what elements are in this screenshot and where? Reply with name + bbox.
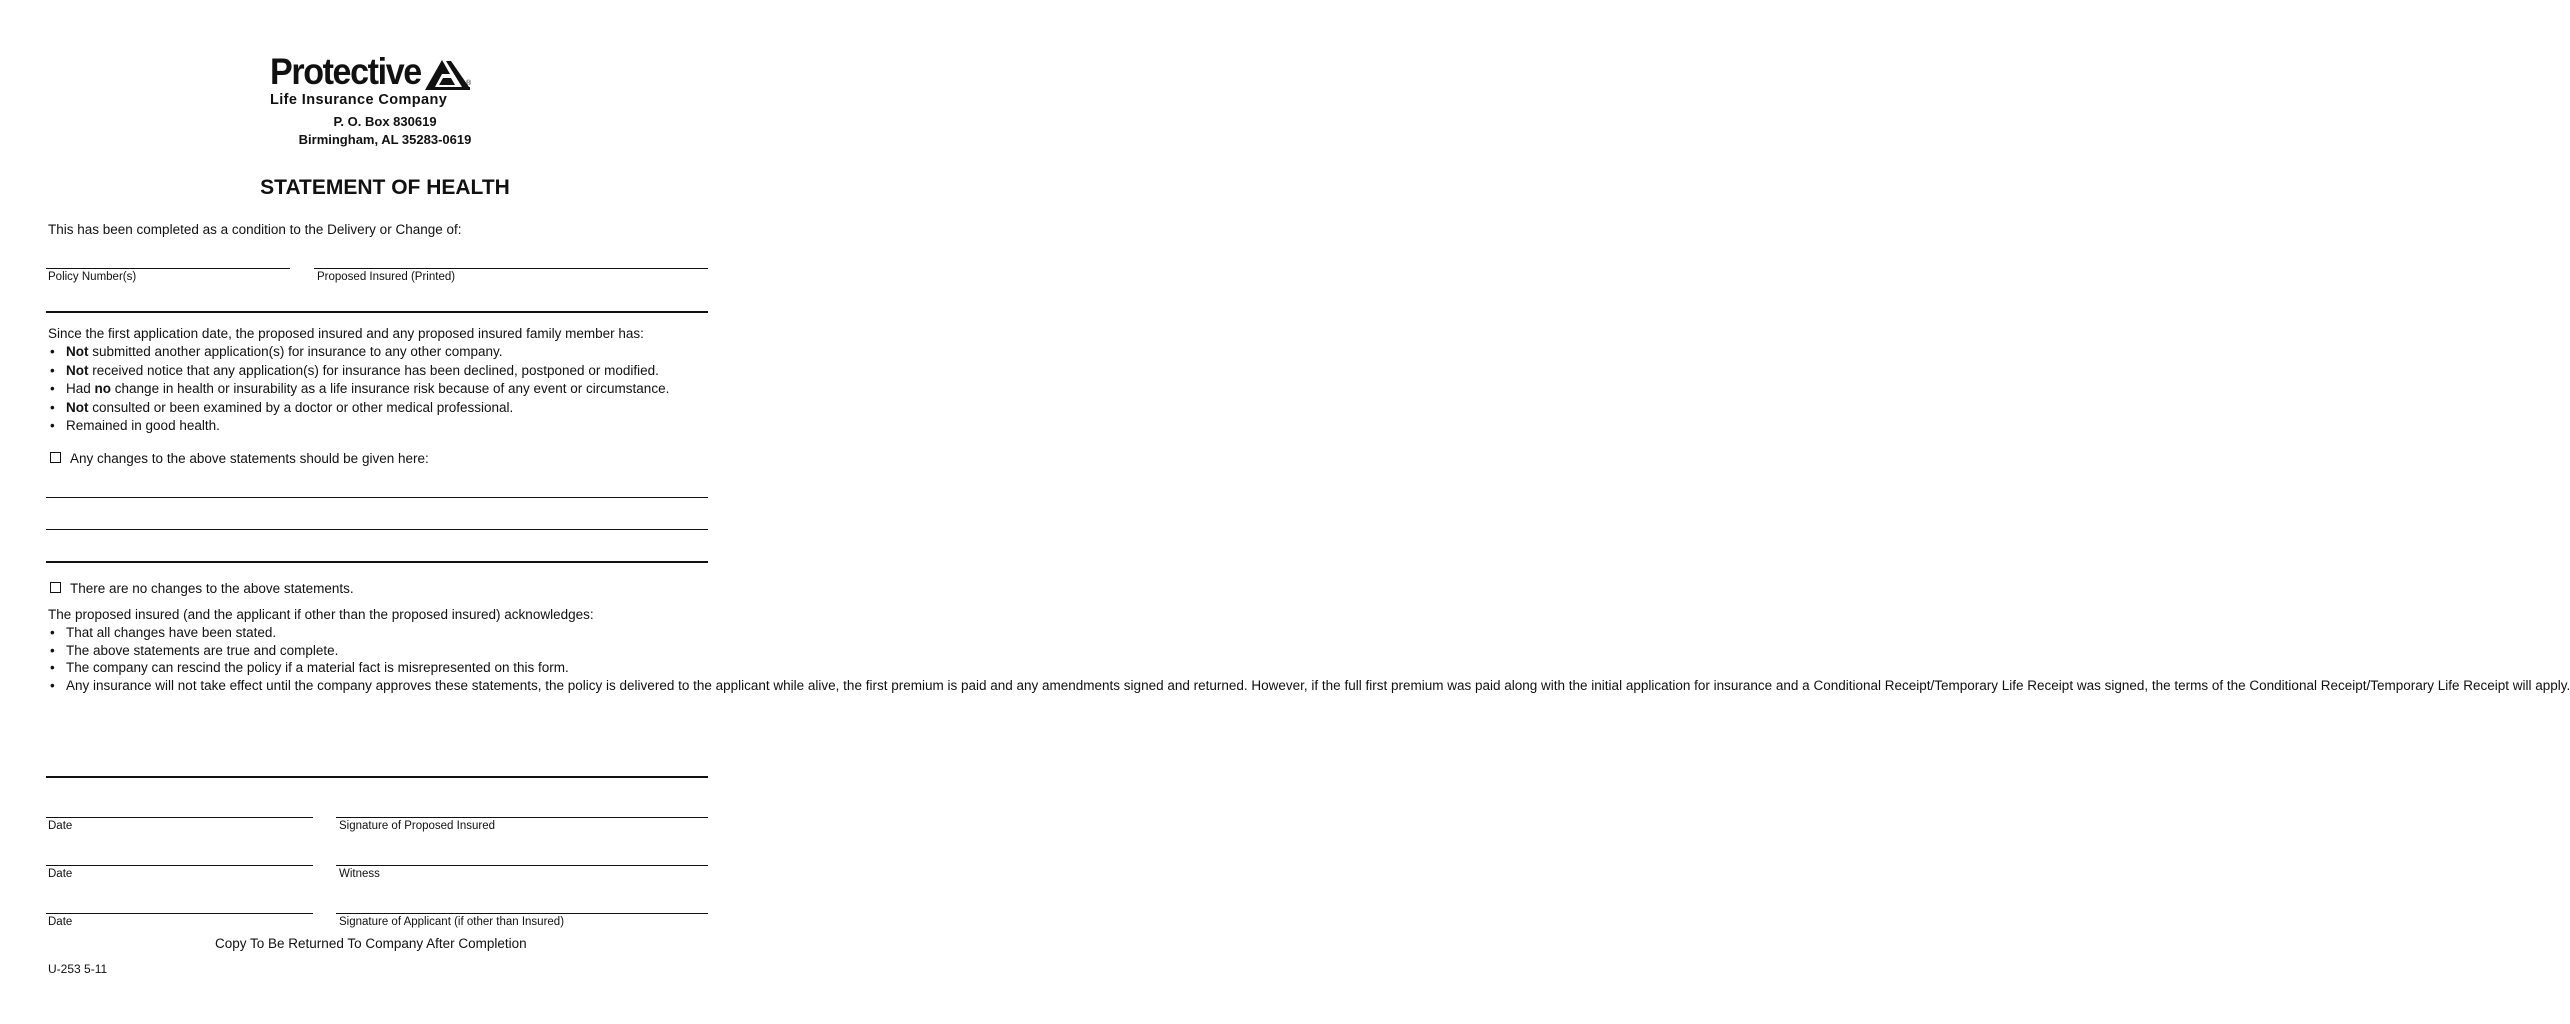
witness-line[interactable]: [336, 865, 708, 866]
policy-number-label: Policy Number(s): [48, 271, 137, 283]
changes-line-2[interactable]: [46, 529, 708, 530]
list-item: • Not consulted or been examined by a doctor or other medical professional.: [48, 399, 669, 418]
list-item: • Any insurance will not take effect until the company approves these statements, the policy is delivered to the applicant while alive, the first premium is paid and any amendments signed and returned. However, if the full first premium was paid along with the initial application for insurance and a Conditional Receipt/Temporary Life Receipt was signed, the terms of the Conditional Receipt/Temporary Life Receipt will apply.: [48, 677, 696, 695]
no-changes-checkbox-row: [50, 580, 354, 598]
policy-number-line[interactable]: [46, 268, 290, 269]
signature-insured-line[interactable]: [336, 817, 708, 818]
changes-line-1[interactable]: [46, 497, 708, 498]
changes-checkbox[interactable]: [50, 452, 61, 463]
list-item: • The company can rescind the policy if a material fact is misrepresented on this form.: [48, 659, 708, 677]
logo-subtitle: Life Insurance Company: [270, 92, 448, 108]
list-item: • Remained in good health.: [48, 417, 669, 436]
since-list: [48, 343, 669, 436]
no-changes-checkbox[interactable]: [50, 582, 61, 593]
signature-applicant-line[interactable]: [336, 913, 708, 914]
address-line-1: P. O. Box 830619: [333, 114, 437, 129]
changes-line-3[interactable]: [46, 561, 708, 563]
no-changes-checkbox-label: There are no changes to the above statements.: [70, 581, 354, 596]
list-item: • Not received notice that any application(s) for insurance has been declined, postponed or modified.: [48, 362, 669, 381]
date-label-3: Date: [48, 916, 73, 928]
section-divider: [46, 776, 708, 778]
ack-intro: The proposed insured (and the applicant if other than the proposed insured) acknowledges:: [48, 607, 594, 622]
list-item: • The above statements are true and complete.: [48, 642, 708, 660]
signature-insured-label: Signature of Proposed Insured: [339, 820, 495, 832]
date-line-3[interactable]: [46, 913, 313, 914]
protective-triangle-logo-icon: [425, 58, 470, 90]
logo-wordmark: Protective: [270, 51, 421, 92]
date-label-2: Date: [48, 868, 73, 880]
signature-applicant-label: Signature of Applicant (if other than Insured): [339, 916, 565, 928]
proposed-insured-line[interactable]: [314, 268, 708, 269]
since-intro: Since the first application date, the proposed insured and any proposed insured family member has:: [48, 326, 644, 341]
registered-mark: ®: [466, 80, 472, 87]
page-title: STATEMENT OF HEALTH: [260, 176, 510, 199]
intro-text: This has been completed as a condition to the Delivery or Change of:: [48, 222, 462, 237]
proposed-insured-label: Proposed Insured (Printed): [317, 271, 456, 283]
section-divider: [46, 311, 708, 313]
list-item: • That all changes have been stated.: [48, 624, 708, 642]
date-line-1[interactable]: [46, 817, 313, 818]
changes-checkbox-row: [50, 450, 429, 468]
ack-list: [48, 624, 2570, 694]
list-item: • Not submitted another application(s) for insurance to any other company.: [48, 343, 669, 362]
address-line-2: Birmingham, AL 35283-0619: [298, 132, 472, 147]
return-note: Copy To Be Returned To Company After Completion: [215, 936, 527, 951]
witness-label: Witness: [339, 868, 380, 880]
changes-checkbox-label: Any changes to the above statements should be given here:: [70, 451, 429, 466]
form-number: U-253 5-11: [48, 962, 108, 976]
date-label-1: Date: [48, 820, 73, 832]
date-line-2[interactable]: [46, 865, 313, 866]
list-item: • Had no change in health or insurability as a life insurance risk because of any event or circumstance.: [48, 380, 669, 399]
